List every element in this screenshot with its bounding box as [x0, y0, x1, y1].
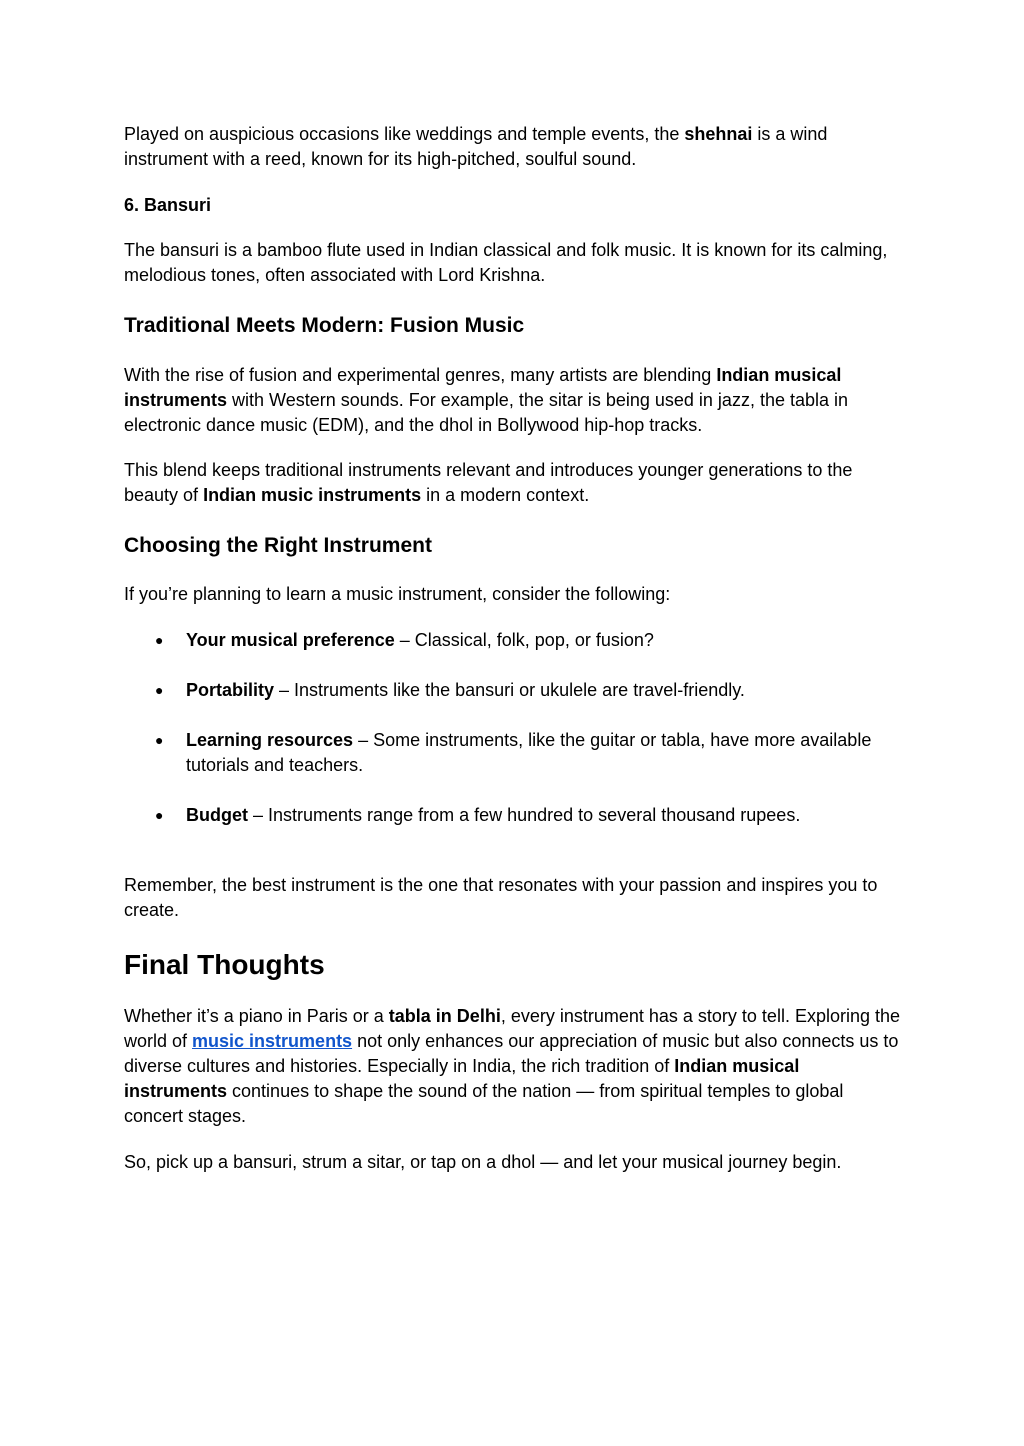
- list-item-detail: – Some instruments, like the guitar or tabla, have more available tutorials and teachers.: [186, 730, 872, 775]
- final-1-bold-b: Indian musical instruments: [124, 1056, 800, 1101]
- fusion-2-text-end: in a modern context.: [421, 485, 590, 505]
- shehnai-text-end: is a wind instrument with a reed, known for its high-pitched, soulful sound.: [124, 124, 828, 169]
- shehnai-bold: shehnai: [684, 124, 753, 144]
- fusion-2-bold: Indian music instruments: [203, 485, 422, 505]
- list-item-detail: – Classical, folk, pop, or fusion?: [394, 630, 654, 650]
- bansuri-heading: [124, 193, 904, 218]
- final-1-text-a: Whether it’s a piano in Paris or a: [124, 1006, 389, 1026]
- fusion-1-text-start: With the rise of fusion and experimental genres, many artists are blending: [124, 365, 717, 385]
- shehnai-text-start: Played on auspicious occasions like weddings and temple events, the: [124, 124, 685, 144]
- list-item-detail: – Instruments like the bansuri or ukulele are travel-friendly.: [274, 680, 745, 700]
- final-paragraph-1: [124, 1004, 904, 1129]
- list-item-text: [186, 803, 886, 828]
- list-item-bold: Portability: [186, 680, 275, 700]
- list-item-text: [186, 728, 886, 778]
- choosing-heading: Choosing the Right Instrument: [124, 534, 432, 557]
- list-item-text: [186, 628, 886, 653]
- shehnai-paragraph: [124, 122, 904, 172]
- final-1-text-c: not only enhances our appreciation of music but also connects us to diverse cultures and histories. Especially in India, the rich tradition of: [124, 1031, 899, 1076]
- list-item-bold: Learning resources: [186, 730, 354, 750]
- final-1-text-d: continues to shape the sound of the nation — from spiritual temples to global concert stages.: [124, 1081, 844, 1126]
- bansuri-paragraph: The bansuri is a bamboo flute used in Indian classical and folk music. It is known for its calming, melodious tones, often associated with Lord Krishna.: [124, 240, 888, 285]
- bansuri-heading-text: 6. Bansuri: [124, 195, 212, 215]
- fusion-paragraph-2: [124, 458, 904, 508]
- fusion-1-text-end: with Western sounds. For example, the sitar is being used in jazz, the tabla in electronic dance music (EDM), and the dhol in Bollywood hip-hop tracks.: [124, 390, 849, 435]
- list-item-detail: – Instruments range from a few hundred to several thousand rupees.: [248, 805, 801, 825]
- final-paragraph-2: So, pick up a bansuri, strum a sitar, or tap on a dhol — and let your musical journey begin.: [124, 1152, 842, 1172]
- fusion-1-bold: Indian musical instruments: [124, 365, 842, 410]
- fusion-heading: Traditional Meets Modern: Fusion Music: [124, 314, 525, 337]
- bullet-icon: ●: [155, 732, 164, 748]
- list-item-bold: Your musical preference: [186, 630, 395, 650]
- final-1-bold-a: tabla in Delhi: [388, 1006, 501, 1026]
- final-heading: Final Thoughts: [124, 949, 325, 980]
- final-1-text-b: , every instrument has a story to tell. Exploring the world of: [124, 1006, 901, 1051]
- remember-paragraph: Remember, the best instrument is the one that resonates with your passion and inspires you to create.: [124, 875, 878, 920]
- bullet-icon: ●: [155, 632, 164, 648]
- music-instruments-link[interactable]: music instruments: [192, 1031, 353, 1051]
- fusion-paragraph-1: [124, 363, 904, 438]
- choosing-intro: If you’re planning to learn a music instrument, consider the following:: [124, 584, 671, 604]
- list-item-text: [186, 678, 886, 703]
- fusion-2-text-start: This blend keeps traditional instruments relevant and introduces younger generations to the beauty of: [124, 460, 853, 505]
- bullet-icon: ●: [155, 807, 164, 823]
- bullet-icon: ●: [155, 682, 164, 698]
- list-item-bold: Budget: [186, 805, 248, 825]
